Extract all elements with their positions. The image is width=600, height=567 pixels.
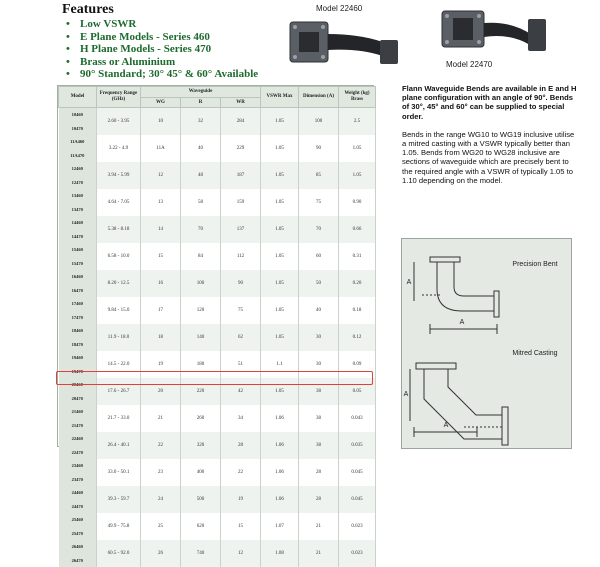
weight-cell: 0.31 <box>339 243 376 270</box>
feature-item: • Brass or Aluminium <box>62 56 302 69</box>
r-cell: 180 <box>181 351 221 378</box>
description-body: Bends in the range WG10 to WG19 inclusive utilise a mitred casting with a VSWR typically better than 1.05. Bends from WG20 to WG28 inclusive are sections of waveguide which are precisely bent to the required angle with a VSWR of typically 1.05 to 1.10 depending on the model. <box>402 130 580 185</box>
vswr-cell: 1.05 <box>261 270 299 297</box>
model-cell <box>59 432 97 459</box>
wg-cell: 17 <box>141 297 181 324</box>
header-waveguide: Waveguide <box>141 87 261 98</box>
dimension-a-side-top: A <box>404 279 414 287</box>
dimension-cell: 38 <box>299 405 339 432</box>
weight-cell: 0.05 <box>339 378 376 405</box>
weight-cell: 0.043 <box>339 405 376 432</box>
table-row <box>59 270 376 297</box>
frequency-cell: 3.22 - 4.9 <box>97 135 141 162</box>
model-e-plane: 10460 <box>59 108 97 121</box>
table-row <box>59 216 376 243</box>
model-h-plane: 11A470 <box>59 149 97 162</box>
bend-diagram <box>401 238 572 449</box>
model-cell <box>59 405 97 432</box>
frequency-cell: 17.6 - 26.7 <box>97 378 141 405</box>
wr-cell: 62 <box>221 324 261 351</box>
vswr-cell: 1.05 <box>261 297 299 324</box>
dimension-cell: 85 <box>299 162 339 189</box>
vswr-cell: 1.05 <box>261 216 299 243</box>
vswr-cell: 1.07 <box>261 513 299 540</box>
header-wg: WG <box>141 98 181 108</box>
model-cell <box>59 135 97 162</box>
frequency-cell: 6.58 - 10.0 <box>97 243 141 270</box>
model-cell <box>59 378 97 405</box>
model-e-plane: 14460 <box>59 216 97 229</box>
wg-cell: 23 <box>141 459 181 486</box>
wg-cell: 15 <box>141 243 181 270</box>
weight-cell: 0.66 <box>339 216 376 243</box>
dimension-cell: 21 <box>299 540 339 567</box>
wr-cell: 28 <box>221 432 261 459</box>
r-cell: 70 <box>181 216 221 243</box>
vswr-cell: 1.05 <box>261 189 299 216</box>
frequency-cell: 33.0 - 50.1 <box>97 459 141 486</box>
vswr-cell: 1.1 <box>261 351 299 378</box>
r-cell: 740 <box>181 540 221 567</box>
model-h-plane: 15470 <box>59 257 97 270</box>
model-h-plane: 13470 <box>59 203 97 216</box>
frequency-cell: 9.84 - 15.0 <box>97 297 141 324</box>
header-dimension: Dimension (A) <box>299 87 339 108</box>
label-precision-bent: Precision Bent <box>510 261 560 269</box>
model-cell <box>59 270 97 297</box>
table-row <box>59 513 376 540</box>
table-row <box>59 378 376 405</box>
r-cell: 260 <box>181 405 221 432</box>
weight-cell: 1.05 <box>339 135 376 162</box>
r-cell: 140 <box>181 324 221 351</box>
weight-cell: 1.05 <box>339 162 376 189</box>
wr-cell: 137 <box>221 216 261 243</box>
frequency-cell: 3.94 - 5.99 <box>97 162 141 189</box>
header-r: R <box>181 98 221 108</box>
model-e-plane: 15460 <box>59 243 97 256</box>
table-body <box>59 108 376 567</box>
weight-cell: 0.12 <box>339 324 376 351</box>
vswr-cell: 1.06 <box>261 486 299 513</box>
vswr-cell: 1.08 <box>261 540 299 567</box>
table-row <box>59 540 376 567</box>
features-title: Features <box>62 2 302 17</box>
frequency-cell: 49.9 - 75.8 <box>97 513 141 540</box>
vswr-cell: 1.05 <box>261 378 299 405</box>
wg-cell: 24 <box>141 486 181 513</box>
features-block <box>62 2 302 81</box>
model-cell <box>59 351 97 378</box>
wg-cell: 12 <box>141 162 181 189</box>
model-cell <box>59 486 97 513</box>
model-h-plane: 26470 <box>59 554 97 567</box>
model-e-plane: 16460 <box>59 270 97 283</box>
weight-cell: 0.90 <box>339 189 376 216</box>
header-weight: Weight (kg) Brass <box>339 87 376 108</box>
wr-cell: 229 <box>221 135 261 162</box>
model-e-plane: 25460 <box>59 513 97 526</box>
weight-cell: 0.20 <box>339 270 376 297</box>
wr-cell: 19 <box>221 486 261 513</box>
table-row <box>59 432 376 459</box>
model-h-plane: 17470 <box>59 311 97 324</box>
model-e-plane: 19460 <box>59 351 97 364</box>
wg-cell: 26 <box>141 540 181 567</box>
dimension-cell: 30 <box>299 351 339 378</box>
vswr-cell: 1.06 <box>261 405 299 432</box>
model-e-plane: 18460 <box>59 324 97 337</box>
wg-cell: 14 <box>141 216 181 243</box>
wg-cell: 22 <box>141 432 181 459</box>
vswr-cell: 1.05 <box>261 243 299 270</box>
dimension-cell: 60 <box>299 243 339 270</box>
model-e-plane: 11A460 <box>59 135 97 148</box>
wr-cell: 12 <box>221 540 261 567</box>
vswr-cell: 1.06 <box>261 432 299 459</box>
r-cell: 320 <box>181 432 221 459</box>
dimension-cell: 28 <box>299 459 339 486</box>
dimension-cell: 38 <box>299 378 339 405</box>
r-cell: 500 <box>181 486 221 513</box>
wr-cell: 75 <box>221 297 261 324</box>
weight-cell: 0.09 <box>339 351 376 378</box>
model-e-plane: 12460 <box>59 162 97 175</box>
wg-cell: 21 <box>141 405 181 432</box>
vswr-cell: 1.05 <box>261 135 299 162</box>
table-row <box>59 297 376 324</box>
model-cell <box>59 459 97 486</box>
dimension-cell: 40 <box>299 297 339 324</box>
wg-cell: 19 <box>141 351 181 378</box>
dimension-cell: 90 <box>299 135 339 162</box>
r-cell: 120 <box>181 297 221 324</box>
wr-cell: 159 <box>221 189 261 216</box>
specification-table <box>57 85 374 447</box>
dimension-cell: 70 <box>299 216 339 243</box>
model-h-plane: 23470 <box>59 473 97 486</box>
dimension-cell: 28 <box>299 486 339 513</box>
table-row <box>59 405 376 432</box>
features-list <box>62 18 302 81</box>
model-cell <box>59 513 97 540</box>
model-h-plane: 21470 <box>59 419 97 432</box>
frequency-cell: 2.60 - 3.95 <box>97 108 141 136</box>
table-row <box>59 162 376 189</box>
table-row <box>59 486 376 513</box>
model-h-plane: 20470 <box>59 392 97 405</box>
weight-cell: 0.045 <box>339 486 376 513</box>
feature-item: • H Plane Models - Series 470 <box>62 43 302 56</box>
bend-drawings <box>402 239 573 450</box>
wr-cell: 34 <box>221 405 261 432</box>
model-h-plane: 24470 <box>59 500 97 513</box>
model-e-plane: 22460 <box>59 432 97 445</box>
weight-cell: 2.5 <box>339 108 376 136</box>
weight-cell: 0.035 <box>339 432 376 459</box>
wg-cell: 11A <box>141 135 181 162</box>
model-h-plane: 22470 <box>59 446 97 459</box>
vswr-cell: 1.05 <box>261 108 299 136</box>
frequency-cell: 26.4 - 40.1 <box>97 432 141 459</box>
model-cell <box>59 540 97 567</box>
weight-cell: 0.023 <box>339 513 376 540</box>
model-cell <box>59 243 97 270</box>
r-cell: 32 <box>181 108 221 136</box>
label-mitred-casting: Mitred Casting <box>510 350 560 358</box>
model-cell <box>59 216 97 243</box>
mitred-casting-drawing <box>410 363 508 445</box>
r-cell: 40 <box>181 135 221 162</box>
frequency-cell: 14.5 - 22.0 <box>97 351 141 378</box>
wg-cell: 25 <box>141 513 181 540</box>
weight-cell: 0.18 <box>339 297 376 324</box>
dimension-cell: 50 <box>299 270 339 297</box>
model-h-plane: 25470 <box>59 527 97 540</box>
dimension-cell: 100 <box>299 108 339 136</box>
vswr-cell: 1.06 <box>261 459 299 486</box>
dimension-cell: 21 <box>299 513 339 540</box>
model-e-plane: 21460 <box>59 405 97 418</box>
waveguide-bend-photo-e-plane <box>288 14 403 70</box>
wr-cell: 51 <box>221 351 261 378</box>
model-e-plane: 13460 <box>59 189 97 202</box>
table-row <box>59 324 376 351</box>
table-row <box>59 108 376 136</box>
table-row <box>59 189 376 216</box>
feature-item: • 90° Standard; 30° 45° & 60° Available <box>62 68 302 81</box>
wg-cell: 16 <box>141 270 181 297</box>
model-h-plane: 18470 <box>59 338 97 351</box>
r-cell: 620 <box>181 513 221 540</box>
vswr-cell: 1.05 <box>261 324 299 351</box>
weight-cell: 0.023 <box>339 540 376 567</box>
feature-item: • E Plane Models - Series 460 <box>62 31 302 44</box>
r-cell: 400 <box>181 459 221 486</box>
table-row <box>59 351 376 378</box>
model-e-plane: 20460 <box>59 378 97 391</box>
wg-cell: 18 <box>141 324 181 351</box>
wr-cell: 15 <box>221 513 261 540</box>
description <box>402 84 580 194</box>
model-cell <box>59 324 97 351</box>
model-h-plane: 10470 <box>59 122 97 135</box>
model-h-plane: 14470 <box>59 230 97 243</box>
description-lead: Flann Waveguide Bends are available in E and H plane configuration with an angle of 90°. Bends of 30°, 45° and 60° can be supplied to special order. <box>402 84 580 121</box>
wg-cell: 10 <box>141 108 181 136</box>
frequency-cell: 21.7 - 33.0 <box>97 405 141 432</box>
r-cell: 48 <box>181 162 221 189</box>
wr-cell: 284 <box>221 108 261 136</box>
frequency-cell: 8.20 - 12.5 <box>97 270 141 297</box>
dimension-cell: 75 <box>299 189 339 216</box>
r-cell: 58 <box>181 189 221 216</box>
frequency-cell: 60.5 - 92.0 <box>97 540 141 567</box>
wr-cell: 90 <box>221 270 261 297</box>
vswr-cell: 1.05 <box>261 162 299 189</box>
r-cell: 220 <box>181 378 221 405</box>
feature-item: • Low VSWR <box>62 18 302 31</box>
model-e-plane: 24460 <box>59 486 97 499</box>
model-h-plane: 12470 <box>59 176 97 189</box>
frequency-cell: 4.64 - 7.05 <box>97 189 141 216</box>
header-vswr: VSWR Max <box>261 87 299 108</box>
dimension-a-bottom: A <box>440 422 452 430</box>
model-e-plane: 17460 <box>59 297 97 310</box>
wr-cell: 42 <box>221 378 261 405</box>
table-row <box>59 459 376 486</box>
wr-cell: 22 <box>221 459 261 486</box>
frequency-cell: 5.38 - 8.18 <box>97 216 141 243</box>
model-h-plane: 19470 <box>59 365 97 378</box>
header-frequency: Frequency Range (GHz) <box>97 87 141 108</box>
model-cell <box>59 162 97 189</box>
model-cell <box>59 108 97 136</box>
waveguide-bend-photo-h-plane <box>440 9 550 61</box>
table-row <box>59 243 376 270</box>
r-cell: 84 <box>181 243 221 270</box>
dimension-a-top: A <box>456 319 468 327</box>
model-22470-label: Model 22470 <box>446 60 492 69</box>
model-cell <box>59 189 97 216</box>
model-cell <box>59 297 97 324</box>
model-e-plane: 23460 <box>59 459 97 472</box>
model-22460-label: Model 22460 <box>316 4 362 13</box>
header-wr: WR <box>221 98 261 108</box>
model-e-plane: 26460 <box>59 540 97 553</box>
r-cell: 100 <box>181 270 221 297</box>
table-row <box>59 135 376 162</box>
wr-cell: 112 <box>221 243 261 270</box>
dimension-cell: 30 <box>299 324 339 351</box>
wr-cell: 187 <box>221 162 261 189</box>
wg-cell: 13 <box>141 189 181 216</box>
wg-cell: 20 <box>141 378 181 405</box>
weight-cell: 0.045 <box>339 459 376 486</box>
header-model: Model <box>59 87 97 108</box>
dimension-a-side-bottom: A <box>402 391 410 399</box>
model-h-plane: 16470 <box>59 284 97 297</box>
dimension-cell: 38 <box>299 432 339 459</box>
frequency-cell: 11.9 - 18.0 <box>97 324 141 351</box>
frequency-cell: 39.3 - 59.7 <box>97 486 141 513</box>
